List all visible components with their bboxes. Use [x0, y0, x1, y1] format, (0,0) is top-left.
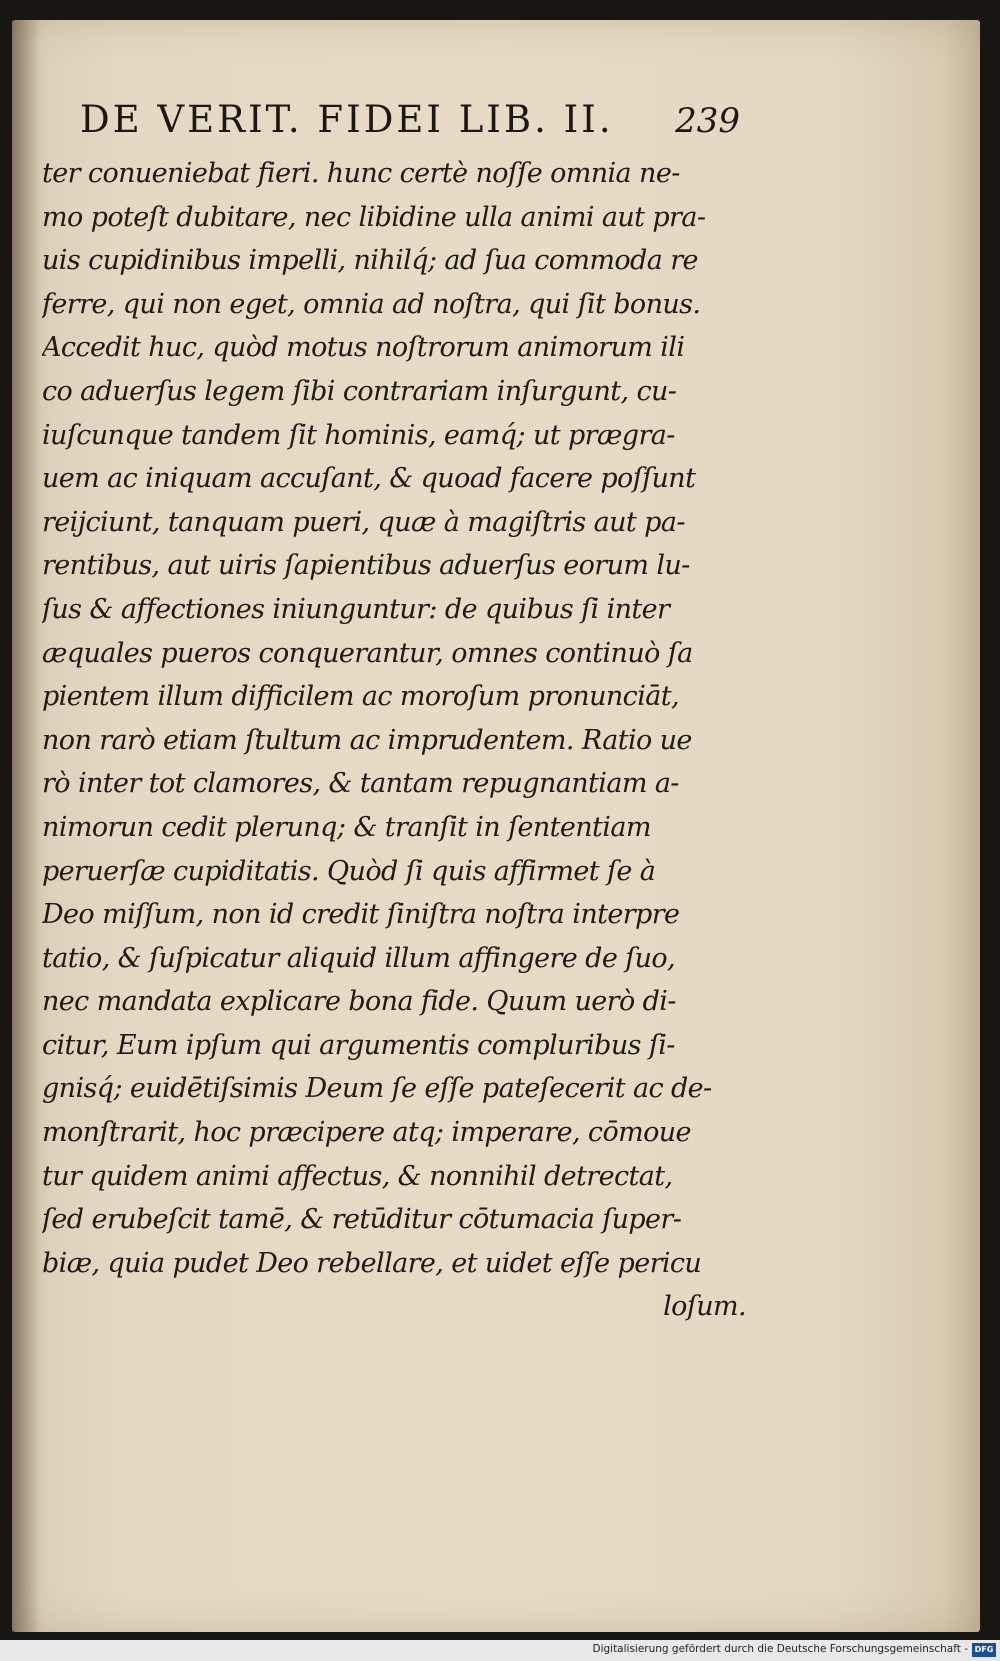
text-line: ſed erubeſcit tamē, & retūditur cōtumacia ſuper-	[42, 1204, 682, 1236]
gutter-shadow	[12, 20, 40, 1632]
text-line: gnisq́; euidētiſsimis Deum ſe eſſe pateſecerit ac de-	[42, 1073, 712, 1105]
text-line: ſus & affectiones iniunguntur: de quibus ſi inter	[42, 593, 670, 625]
text-line: biæ, quia pudet Deo rebellare, et uidet eſſe pericu	[42, 1247, 702, 1279]
running-head-title: DE VERIT. FIDEI LIB. II.	[80, 98, 614, 141]
text-line: co aduerſus legem ſibi contrariam inſurgunt, cu-	[42, 375, 677, 407]
digitization-footer	[0, 1640, 1000, 1661]
text-line: uem ac iniquam accuſant, & quoad facere poſſunt	[42, 463, 696, 495]
text-line: nimorun cedit plerunq; & tranſit in ſententiam	[42, 811, 651, 843]
text-line: æquales pueros conquerantur, omnes continuò ſa	[42, 637, 693, 669]
text-line: non rarò etiam ſtultum ac imprudentem. Ratio ue	[42, 724, 692, 756]
text-line: ferre, qui non eget, omnia ad noſtra, qui ſit bonus.	[42, 288, 701, 320]
funding-credit: Digitalisierung gefördert durch die Deutsche Forschungsgemeinschaft -	[592, 1643, 968, 1655]
body-text	[42, 152, 754, 1329]
text-line: nec mandata explicare bona fide. Quum uerò di-	[42, 986, 676, 1018]
text-line: reijciunt, tanquam pueri, quæ à magiſtris aut pa-	[42, 506, 685, 538]
running-head	[80, 98, 740, 148]
text-line: ter conueniebat fieri. hunc certè noſſe omnia ne-	[42, 158, 680, 189]
text-line: citur, Eum ipſum qui argumentis compluribus ſi-	[42, 1029, 675, 1061]
text-line: rò inter tot clamores, & tantam repugnantiam a-	[42, 768, 679, 800]
text-line-last: loſum.	[663, 1291, 746, 1323]
text-line: monſtrarit, hoc præcipere atq; imperare, cōmoue	[42, 1117, 691, 1149]
dfg-logo: DFG	[972, 1643, 996, 1657]
text-line: tur quidem animi affectus, & nonnihil detrectat,	[42, 1160, 673, 1192]
text-line: peruerſæ cupiditatis. Quòd ſi quis affirmet ſe à	[42, 855, 656, 887]
text-line: Deo miſſum, non id credit ſiniſtra noſtra interpre	[42, 899, 680, 931]
text-line: tatio, & ſuſpicatur aliquid illum affingere de ſuo,	[42, 942, 676, 974]
text-line: iuſcunque tandem ſit hominis, eamq́; ut prægra-	[42, 419, 675, 451]
text-line: Accedit huc, quòd motus noſtrorum animorum ili	[42, 332, 685, 364]
text-line: uis cupidinibus impelli, nihilq́; ad ſua commoda re	[42, 245, 698, 277]
text-line: mo poteſt dubitare, nec libidine ulla animi aut pra-	[42, 201, 706, 233]
page-number: 239	[675, 101, 740, 141]
text-line: pientem illum difficilem ac moroſum pronunciāt,	[42, 681, 679, 713]
text-line: rentibus, aut uiris ſapientibus aduerſus eorum lu-	[42, 550, 690, 582]
